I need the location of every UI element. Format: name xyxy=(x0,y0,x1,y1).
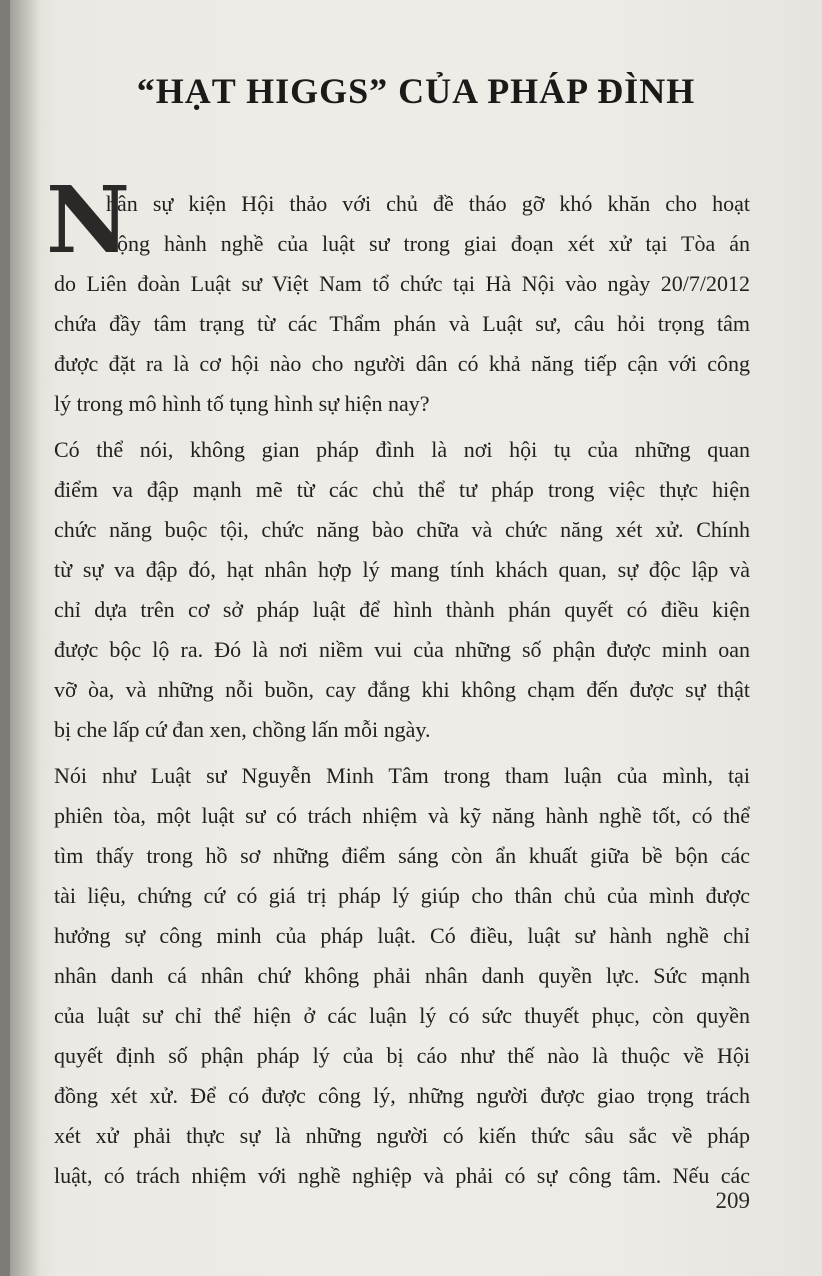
chapter-title: “HẠT HIGGS” CỦA PHÁP ĐÌNH xyxy=(136,71,696,111)
text-line: do Liên đoàn Luật sư Việt Nam tổ chức tại Hà Nội vào ngày 20/7/2012 xyxy=(54,271,750,296)
text-line: của luật sư chỉ thể hiện ở các luận lý có sức thuyết phục, còn quyền xyxy=(54,1003,750,1028)
text-line: từ sự va đập đó, hạt nhân hợp lý mang tính khách quan, sự độc lập và xyxy=(54,557,750,582)
text-line: lý trong mô hình tố tụng hình sự hiện nay? xyxy=(54,391,430,416)
paragraph-1 xyxy=(54,184,750,424)
text-line: động hành nghề của luật sư trong giai đoạn xét xử tại Tòa án xyxy=(106,231,750,256)
text-line: hân sự kiện Hội thảo với chủ đề tháo gỡ khó khăn cho hoạt xyxy=(106,191,750,216)
book-page xyxy=(10,0,822,1276)
text-line: xét xử phải thực sự là những người có kiến thức sâu sắc về pháp xyxy=(54,1123,750,1148)
text-line: chức năng buộc tội, chức năng bào chữa và chức năng xét xử. Chính xyxy=(54,517,750,542)
text-line: phiên tòa, một luật sư có trách nhiệm và kỹ năng hành nghề tốt, có thể xyxy=(54,803,750,828)
page-number: 209 xyxy=(715,1188,750,1213)
text-line: Nói như Luật sư Nguyễn Minh Tâm trong tham luận của mình, tại xyxy=(54,763,750,788)
text-line: tìm thấy trong hồ sơ những điểm sáng còn ẩn khuất giữa bề bộn các xyxy=(54,843,750,868)
paragraph-2 xyxy=(54,430,750,750)
text-line: luật, có trách nhiệm với nghề nghiệp và phải có sự công tâm. Nếu các xyxy=(54,1163,750,1188)
text-line: chỉ dựa trên cơ sở pháp luật để hình thành phán quyết có điều kiện xyxy=(54,597,750,622)
text-line: hưởng sự công minh của pháp luật. Có điều, luật sư hành nghề chỉ xyxy=(54,923,750,948)
text-line: bị che lấp cứ đan xen, chồng lấn mỗi ngày. xyxy=(54,717,431,742)
text-line: được đặt ra là cơ hội nào cho người dân có khả năng tiếp cận với công xyxy=(54,351,750,376)
paragraph-3 xyxy=(54,756,750,1196)
text-line: vỡ òa, và những nỗi buồn, cay đắng khi không chạm đến được sự thật xyxy=(54,677,750,702)
text-line: tài liệu, chứng cứ có giá trị pháp lý giúp cho thân chủ của mình được xyxy=(54,883,750,908)
text-line: điểm va đập mạnh mẽ từ các chủ thể tư pháp trong việc thực hiện xyxy=(54,477,750,502)
body-text xyxy=(46,166,750,1196)
text-line: quyết định số phận pháp lý của bị cáo như thế nào là thuộc về Hội xyxy=(54,1043,750,1068)
text-line: được bộc lộ ra. Đó là nơi niềm vui của những số phận được minh oan xyxy=(54,637,750,662)
drop-cap: N xyxy=(46,166,131,274)
text-line: chứa đầy tâm trạng từ các Thẩm phán và Luật sư, câu hỏi trọng tâm xyxy=(54,311,750,336)
text-line: đồng xét xử. Để có được công lý, những người được giao trọng trách xyxy=(54,1083,750,1108)
text-line: Có thể nói, không gian pháp đình là nơi hội tụ của những quan xyxy=(54,437,750,462)
text-line: nhân danh cá nhân chứ không phải nhân danh quyền lực. Sức mạnh xyxy=(54,963,750,988)
